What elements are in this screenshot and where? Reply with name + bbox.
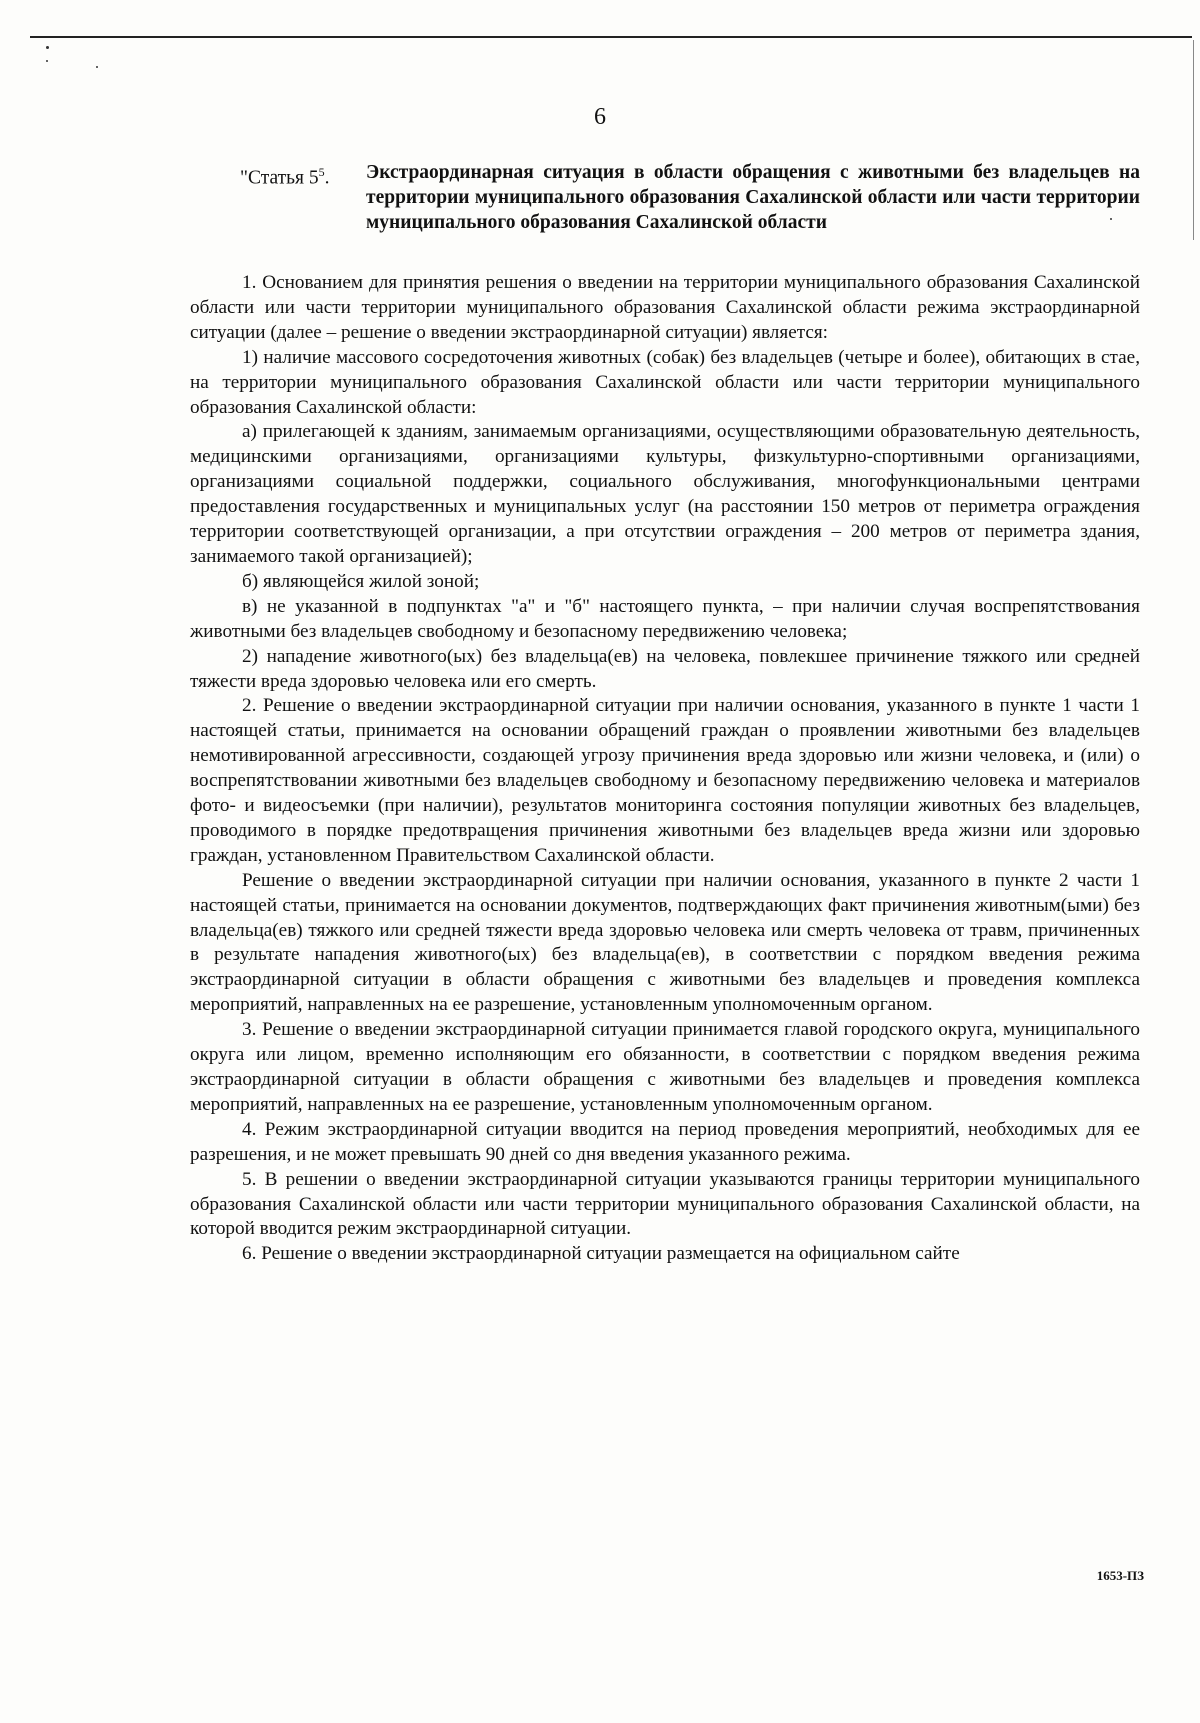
paragraph: 2. Решение о введении экстраординарной ситуации при наличии основания, указанного в пункте 1 части 1 настоящей статьи, принимается на основании обращений граждан о проявлении животными без владельцев немотивированной агрессивности, создающей угрозу причинения вреда здоровью или жизни человека, и (или) о воспрепятствовании животными без владельцев свободному и безопасному передвижению человека и материалов фото- и видеосъемки (при наличии), результатов мониторинга состояния популяции животных без владельцев, проводимого в порядке предотвращения причинения животными без владельцев вреда жизни или здоровью граждан, установленном Правительством Сахалинской области. — [190, 695, 1140, 866]
article-heading — [240, 160, 1140, 235]
scan-speck — [46, 46, 49, 49]
scan-right-edge — [1193, 40, 1194, 240]
paragraph: 6. Решение о введении экстраординарной ситуации размещается на официальном сайте — [242, 1243, 960, 1265]
paragraph: 1) наличие массового сосредоточения животных (собак) без владельцев (четыре и более), обитающих в стае, на территории муниципального образования Сахалинской области или части территории муниципального образования Сахалинской области: — [190, 346, 1140, 418]
paragraph: 1. Основанием для принятия решения о введении на территории муниципального образования Сахалинской области или части территории муниципального образования Сахалинской области режима экстраординарной ситуации (далее – решение о введении экстраординарной ситуации) является: — [190, 272, 1140, 343]
paragraph: 2) нападение животного(ых) без владельца(ев) на человека, повлекшее причинение тяжкого или средней тяжести вреда здоровью человека или его смерть. — [190, 645, 1140, 692]
scan-speck — [96, 66, 98, 68]
paragraph: в) не указанной в подпунктах "а" и "б" настоящего пункта, – при наличии случая воспрепятствования животными без владельцев свободному и безопасному передвижению человека; — [190, 595, 1140, 642]
scan-top-rule — [30, 36, 1192, 38]
paragraph: б) являющейся жилой зоной; — [242, 570, 480, 592]
paragraph: 5. В решении о введении экстраординарной ситуации указываются границы территории муниципального образования Сахалинской области или части территории муниципального образования Сахалинской области, на которой вводится режим экстраординарной ситуации. — [190, 1168, 1140, 1240]
paragraph: 4. Режим экстраординарной ситуации вводится на период проведения мероприятий, необходимых для ее разрешения, и не может превышать 90 дней со дня введения указанного режима. — [190, 1118, 1140, 1165]
article-number: "Статья $5^5$. — [240, 165, 330, 189]
article-title: Экстраординарная ситуация в области обращения с животными без владельцев на территории муниципального образования Сахалинской области или части территории муниципального образования Сахалинской области — [366, 162, 1140, 233]
document-code: 1653-ПЗ — [1096, 1568, 1144, 1583]
scan-speck — [46, 60, 48, 62]
article-body — [190, 271, 1140, 1267]
paragraph: Решение о введении экстраординарной ситуации при наличии основания, указанного в пункте 2 части 1 настоящей статьи, принимается на основании документов, подтверждающих факт причинения животным(ыми) без владельца(ев) тяжкого или средней тяжести вреда здоровью человека или смерть человека от травм, причиненных в результате нападения животного(ых) без владельца(ев), в соответствии с порядком введения режима экстраординарной ситуации в области обращения с животными без владельцев и проведения комплекса мероприятий, направленных на ее разрешение, установленным уполномоченным органом. — [190, 869, 1140, 1016]
paragraph: а) прилегающей к зданиям, занимаемым организациями, осуществляющими образовательную деятельность, медицинскими организациями, организациями культуры, физкультурно-спортивными организациями, организациями социальной поддержки, социального обслуживания, многофункциональными центрами предоставления государственных и муниципальных услуг (на расстоянии 150 метров от периметра ограждения территории соответствующей организации, а при отсутствии ограждения – 200 метров от периметра здания, занимаемого такой организацией); — [190, 421, 1140, 567]
page-number: 6 — [594, 104, 606, 130]
paragraph: 3. Решение о введении экстраординарной ситуации принимается главой городского округа, муниципального округа или лицом, временно исполняющим его обязанности, в соответствии с порядком введения режима экстраординарной ситуации в области обращения с животными без владельцев и проведения комплекса мероприятий, направленных на ее разрешение, установленным уполномоченным органом. — [190, 1019, 1140, 1115]
